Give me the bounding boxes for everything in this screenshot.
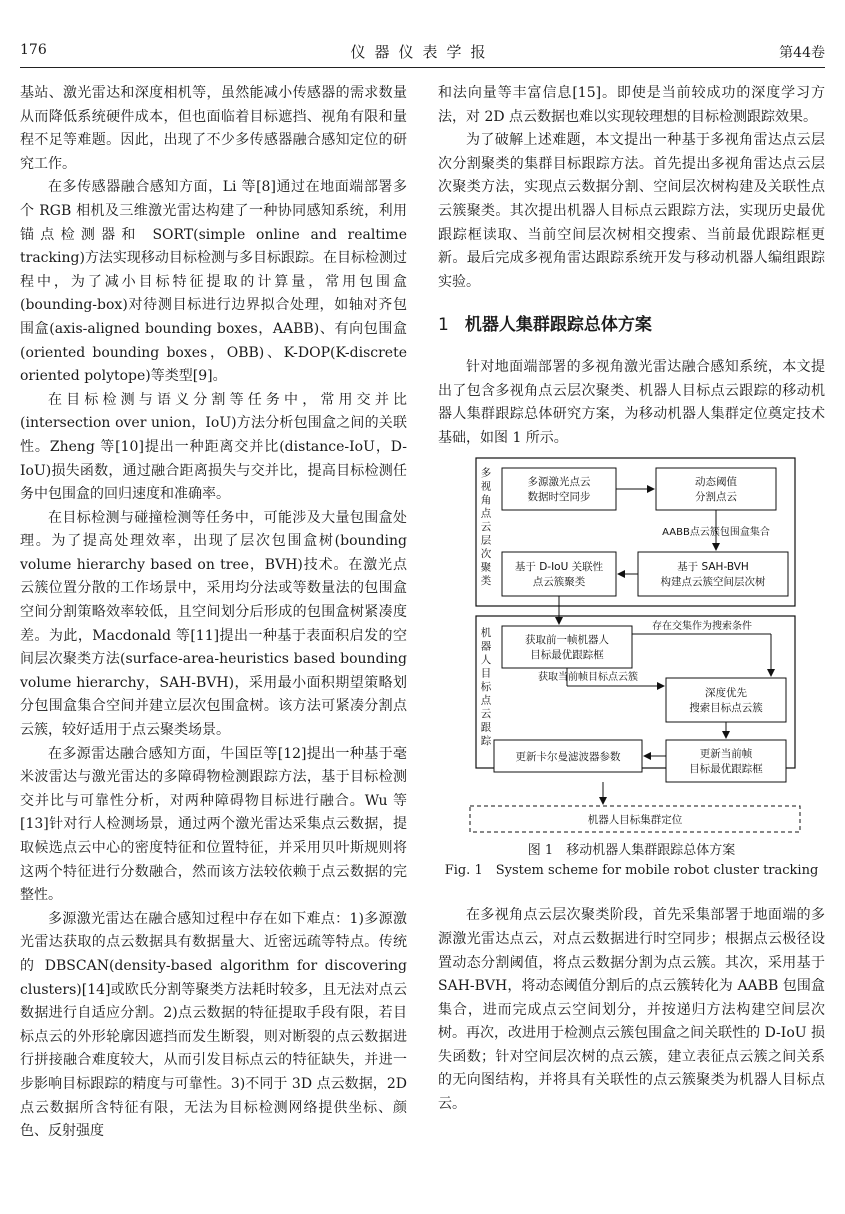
paragraph: 在目标检测与碰撞检测等任务中，可能涉及大量包围盒处理。为了提高处理效率，出现了层次包围盒树(bounding volume hierarchy based on tree，BVH)技术。在激光点云簇位置分散的工作场景中，采用均分法或等数量法的包围盒空间分割策略效率较低，且空间划分后形成的包围盒树紧凑度差。为此，Macdonald 等[11]提出一种基于表面积启发的空间层次聚类方法(surface-area-heuristics based bounding volume hierarchy，SAH-BVH)，采用最小面积期望策略划分包围盒集合空间并建立层次包围盒树。该方法可紧凑分割点云簇，较好适用于点云聚类场景。 xyxy=(20,509,407,739)
group-label-clustering: 多视角点云层次聚类 xyxy=(480,467,492,588)
paragraph: 针对地面端部署的多视角激光雷达融合感知系统，本文提出了包含多视角点云层次聚类、机器人目标点云跟踪的移动机器人集群跟踪总体研究方案，为移动机器人集群定位奠定技术基础，如图 1 所示。 xyxy=(438,358,825,446)
section-title: 机器人集群跟踪总体方案 xyxy=(464,315,652,336)
paragraph: 基站、激光雷达和深度相机等，虽然能减小传感器的需求数量从而降低系统硬件成本，但也面临着目标遮挡、视角有限和量程不足等难题。因此，出现了不少多传感器融合感知定位的研究工作。 xyxy=(20,85,407,172)
right-column xyxy=(438,82,825,1117)
header-rule xyxy=(20,67,825,68)
flowchart-diagram xyxy=(438,454,825,834)
box-read-text: 获取前一帧机器人目标最优跟踪框 xyxy=(525,634,609,662)
box-update xyxy=(666,740,786,782)
paragraph: 为了破解上述难题，本文提出一种基于多视角雷达点云层次分割聚类的集群目标跟踪方法。首先提出多视角雷达点云层次聚类方法，实现点云数据分割、空间层次树构建及关联性点云簇聚类。其次提出机器人目标点云跟踪方法，实现历史最优跟踪框读取、当前空间层次树相交搜索、当前最优跟踪框更新。最后完成多视角雷达跟踪系统开发与移动机器人编组跟踪实验。 xyxy=(438,132,825,290)
box-read xyxy=(502,626,632,668)
volume-label: 第44卷 xyxy=(779,45,825,61)
box-kalman-text: 更新卡尔曼滤波器参数 xyxy=(515,751,621,764)
group-label-tracking: 机器人目标点云跟踪 xyxy=(480,627,492,748)
box-threshold xyxy=(656,468,776,510)
page-number: 176 xyxy=(20,42,47,58)
left-column xyxy=(20,82,407,1144)
figure-1 xyxy=(438,454,825,882)
running-header xyxy=(20,38,825,64)
edge-label-search: 存在交集作为搜索条件 xyxy=(652,621,752,633)
paragraph: 和法向量等丰富信息[15]。即使是当前较成功的深度学习方法，对 2D 点云数据也难以实现较理想的目标检测跟踪效果。 xyxy=(438,85,825,125)
box-depth-text: 深度优先搜索目标点云簇 xyxy=(689,687,763,715)
paragraph: 在目标检测与语义分割等任务中，常用交并比(intersection over union，IoU)方法分析包围盒之间的关联性。Zheng 等[10]提出一种距离交并比(distance-IoU，D-IoU)损失函数，通过融合距离损失与交并比，提高目标检测任务中包围盒的回归速度和准确率。 xyxy=(20,391,407,503)
paragraph: 在多源雷达融合感知方面，牛国臣等[12]提出一种基于毫米波雷达与激光雷达的多障碍物检测跟踪方法，基于目标检测交并比与可靠性分析，对两种障碍物目标进行融合。Wu 等[13]针对行人检测场景，通过两个激光雷达采集点云数据，提取候选点云中心的密度特征和位置特征，并采用贝叶斯规则将这两个特征进行分数融合，然而该方法较依赖于点云数据的完整性。 xyxy=(20,745,407,904)
figure-caption-en: Fig. 1 System scheme for mobile robot cluster tracking xyxy=(444,863,819,879)
journal-title: 仪器仪表学报 xyxy=(350,43,495,61)
paragraph: 在多传感器融合感知方面，Li 等[8]通过在地面端部署多个 RGB 相机及三维激光雷达构建了一种协同感知系统，利用锚点检测器和 SORT(simple online and realtime tracking)方法实现移动目标检测与多目标跟踪。在目标检测过程中，为了减小目标特征提取的计算量，常用包围盒(bounding-box)对待测目标进行边界拟合处理，如轴对齐包围盒(axis-aligned bounding boxes，AABB)、有向包围盒(oriented bounding boxes，OBB)、K-DOP(K-discrete oriented polytope)等类型[9]。 xyxy=(20,179,407,385)
box-sync-text: 多源激光点云数据时空同步 xyxy=(527,476,591,504)
paragraph: 多源激光雷达在融合感知过程中存在如下难点：1)多源激光雷达获取的点云数据具有数据量大、近密远疏等特点。传统的 DBSCAN(density-based algorithm for discovering clusters)[14]或欧氏分割等聚类方法耗时较多，且无法对点云数据进行自适应分割。2)点云数据的特征提取手段有限，若目标点云的外形轮廓因遮挡而发生断裂，则对断裂的点云数据进行拼接融合难度较大，从而引发目标点云的特征缺失，并进一步影响目标跟踪的精度与可靠性。3)不同于 3D 点云数据，2D 点云数据所含特征有限，无法为目标检测网络提供坐标、颜色、反射强度 xyxy=(20,910,407,1140)
figure-caption-cn: 图 1 移动机器人集群跟踪总体方案 xyxy=(527,843,736,859)
box-depth xyxy=(666,678,786,722)
box-cluster xyxy=(502,552,616,596)
edge-label-aabb: AABB点云簇包围盒集合 xyxy=(662,527,770,539)
box-cluster-text: 基于 D-IoU 关联性点云簇聚类 xyxy=(514,561,604,589)
box-update-text: 更新当前帧目标最优跟踪框 xyxy=(689,748,763,776)
box-output-text: 机器人目标集群定位 xyxy=(587,814,683,827)
box-bvh xyxy=(638,552,788,596)
box-sync xyxy=(502,468,616,510)
section-heading xyxy=(438,314,825,338)
paragraph: 在多视角点云层次聚类阶段，首先采集部署于地面端的多源激光雷达点云，对点云数据进行时空同步；根据点云极径设置动态分割阈值，将点云数据分割为点云簇。其次，采用基于 SAH-BVH，将动态阈值分割后的点云簇转化为 AABB 包围盒集合，进而完成点云空间划分，并按递归方法构建空间层次树。再次，改进用于检测点云簇包围盒之间关联性的 D-IoU 损失函数；针对空间层次树的点云簇，建立表征点云簇之间关系的无向图结构，并将具有关联性的点云簇聚类为机器人目标点云。 xyxy=(438,907,825,1113)
edge-label-current: 获取当前帧目标点云簇 xyxy=(538,672,638,684)
box-threshold-text: 动态阈值分割点云 xyxy=(695,476,737,504)
box-bvh-text: 基于 SAH-BVH 构建点云簇空间层次树 xyxy=(660,561,766,589)
section-number: 1 xyxy=(438,315,449,336)
